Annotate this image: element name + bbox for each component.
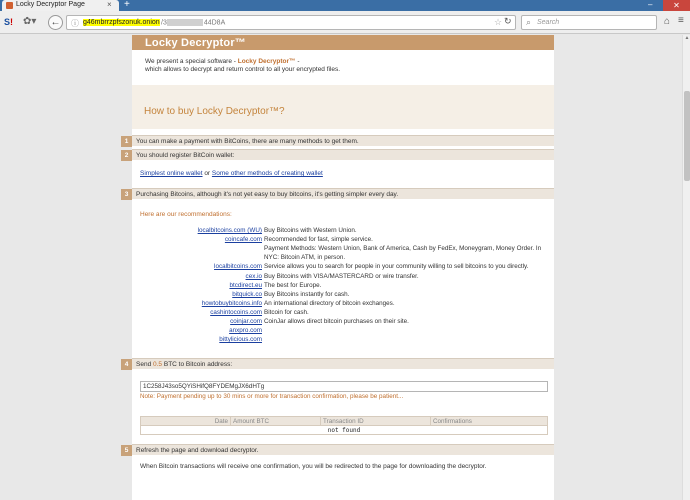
step-number: 3: [121, 189, 132, 200]
browser-tab[interactable]: [2, 0, 119, 11]
window-close-icon[interactable]: ✕: [663, 0, 690, 11]
recommendation-link[interactable]: coinjar.com: [230, 318, 262, 325]
step-number: 1: [121, 136, 132, 147]
recommendation-link[interactable]: bittylicious.com: [219, 336, 262, 343]
page-viewport: [0, 35, 682, 500]
recommendation-link[interactable]: localbitcoins.com (WU): [197, 227, 262, 234]
howto-title: How to buy Locky Decryptor™?: [144, 106, 285, 117]
btc-amount: 0.5: [153, 361, 163, 368]
vertical-scrollbar[interactable]: [682, 35, 690, 500]
simplest-wallet-link[interactable]: Simplest online wallet: [140, 170, 203, 177]
recommendation-description: An international directory of bitcoin exchanges.: [264, 300, 395, 307]
recommendation-description: Buy Bitcoins with VISA/MASTERCARD or wire transfer.: [264, 273, 419, 280]
table-header-row: [141, 417, 548, 426]
favicon-icon: [6, 2, 13, 9]
bookmark-star-icon[interactable]: ☆: [494, 17, 503, 27]
scrollbar-thumb[interactable]: [684, 91, 690, 181]
url-path: [161, 19, 225, 26]
column-confirmations: Confirmations: [431, 417, 548, 426]
intro-product: Locky Decryptor™: [237, 58, 296, 65]
wallet-links: [140, 170, 323, 177]
howto-section: [132, 85, 554, 129]
search-input[interactable]: [521, 15, 657, 30]
step-text: Refresh the page and download decryptor.: [136, 447, 259, 454]
empty-table-message: not found: [141, 426, 548, 435]
recommendation-row: [132, 336, 554, 345]
step-number: 2: [121, 150, 132, 161]
recommendation-row: [132, 236, 554, 245]
step-text: Purchasing Bitcoins, although it's not yet easy to buy bitcoins, it's getting simpler every day.: [136, 191, 399, 198]
final-instructions: When Bitcoin transactions will receive one confirmation, you will be redirected to the page for downloading the decryptor.: [140, 463, 487, 470]
step-text: You can make a payment with BitCoins, there are many methods to get them.: [136, 138, 359, 145]
reload-icon[interactable]: ↻: [504, 16, 512, 26]
recommendation-description: Recommended for fast, simple service.: [264, 236, 373, 243]
payment-note: Note: Payment pending up to 30 mins or more for transaction confirmation, please be patient...: [140, 393, 404, 400]
noscript-icon[interactable]: S!: [4, 17, 14, 27]
intro-line-2: which allows to decrypt and return control to all your encrypted files.: [145, 66, 341, 73]
page-header: [132, 35, 554, 50]
recommendation-description: The best for Europe.: [264, 282, 322, 289]
redacted-url-segment: [167, 19, 203, 26]
page-title: Locky Decryptor™: [145, 37, 247, 49]
close-tab-icon[interactable]: ×: [107, 0, 112, 9]
home-icon[interactable]: ⌂: [664, 16, 671, 27]
step-4-prefix: Send: [136, 361, 153, 368]
bitcoin-address-field[interactable]: [140, 381, 548, 392]
step-4: [124, 358, 554, 369]
intro-line-1: [145, 58, 300, 65]
recommendation-link[interactable]: howtobuybitcoins.info: [201, 300, 262, 307]
recommendation-row: [132, 227, 554, 236]
column-amount: Amount BTC: [231, 417, 321, 426]
recommendation-description: Service allows you to search for people in your community willing to sell bitcoins to you directly.: [264, 263, 529, 270]
navigation-bar: [0, 11, 690, 34]
recommendation-row: [132, 318, 554, 327]
recommendation-row: [132, 282, 554, 291]
recommendation-description: CoinJar allows direct bitcoin purchases on their site.: [264, 318, 409, 325]
tab-bar: [0, 0, 690, 11]
step-4-suffix: BTC to Bitcoin address:: [162, 361, 233, 368]
site-info-icon[interactable]: ⓘ: [71, 19, 79, 28]
recommendation-link[interactable]: cashintocoins.com: [210, 309, 262, 316]
tor-button-icon[interactable]: ✿▾: [23, 16, 37, 27]
content-sheet: [124, 35, 554, 500]
recommendation-row: [132, 309, 554, 318]
column-date: Date: [141, 417, 231, 426]
recommendation-row: [132, 263, 554, 272]
search-icon: ⌕: [526, 17, 532, 27]
url-path-tail: 44D8A: [203, 19, 226, 27]
scroll-up-icon[interactable]: ▲: [684, 35, 690, 41]
url-host: g46mbrrzpfszonuk.onion: [83, 19, 160, 26]
recommendation-description: Payment Methods: Western Union, Bank of America, Cash by FedEx, Moneygram, Money Order. In NYC: Bitcoin ATM, in person.: [264, 245, 542, 261]
url-path-start: /3: [161, 19, 167, 27]
recommendation-row: [132, 291, 554, 300]
column-transaction-id: Transaction ID: [321, 417, 431, 426]
step-text: [136, 361, 232, 368]
bitcoin-address[interactable]: 1C258J43so5QYiSHifQ8FYDEMgJX6dHTg: [143, 383, 265, 390]
recommendations-title: Here are our recommendations:: [140, 211, 232, 218]
step-number: 5: [121, 445, 132, 456]
recommendation-link[interactable]: anxpro.com: [229, 327, 262, 334]
address-bar[interactable]: [66, 15, 516, 30]
step-3: [124, 188, 554, 199]
new-tab-button[interactable]: +: [124, 0, 130, 10]
menu-icon[interactable]: ≡: [678, 15, 684, 26]
recommendation-row: [132, 273, 554, 282]
recommendation-description: Bitcoin for cash.: [264, 309, 309, 316]
recommendation-link[interactable]: localbitcoins.com: [214, 263, 262, 270]
minimize-icon[interactable]: –: [648, 0, 653, 9]
step-text: You should register BitCoin wallet:: [136, 152, 235, 159]
recommendation-link[interactable]: bitquick.co: [232, 291, 262, 298]
wallet-or: or: [202, 170, 212, 177]
intro-prefix: We present a special software -: [145, 58, 238, 65]
tab-title: Locky Decryptor Page: [16, 1, 85, 8]
search-placeholder: Search: [537, 19, 560, 26]
step-1: [124, 135, 554, 146]
other-wallet-methods-link[interactable]: Some other methods of creating wallet: [211, 170, 323, 177]
recommendation-description: Buy Bitcoins with Western Union.: [264, 227, 357, 234]
intro-suffix: -: [295, 58, 300, 65]
table-row: [141, 426, 548, 435]
recommendation-description: Buy Bitcoins instantly for cash.: [264, 291, 350, 298]
transactions-table: [140, 416, 548, 435]
recommendation-link[interactable]: btcdirect.eu: [229, 282, 262, 289]
recommendation-row: [132, 245, 554, 261]
recommendation-link[interactable]: coincafe.com: [224, 236, 262, 243]
back-button[interactable]: ←: [48, 15, 63, 30]
step-2: [124, 149, 554, 160]
recommendation-row: [132, 327, 554, 336]
step-number: 4: [121, 359, 132, 370]
step-5: [124, 444, 554, 455]
recommendation-row: [132, 300, 554, 309]
recommendation-link[interactable]: cex.io: [245, 273, 262, 280]
